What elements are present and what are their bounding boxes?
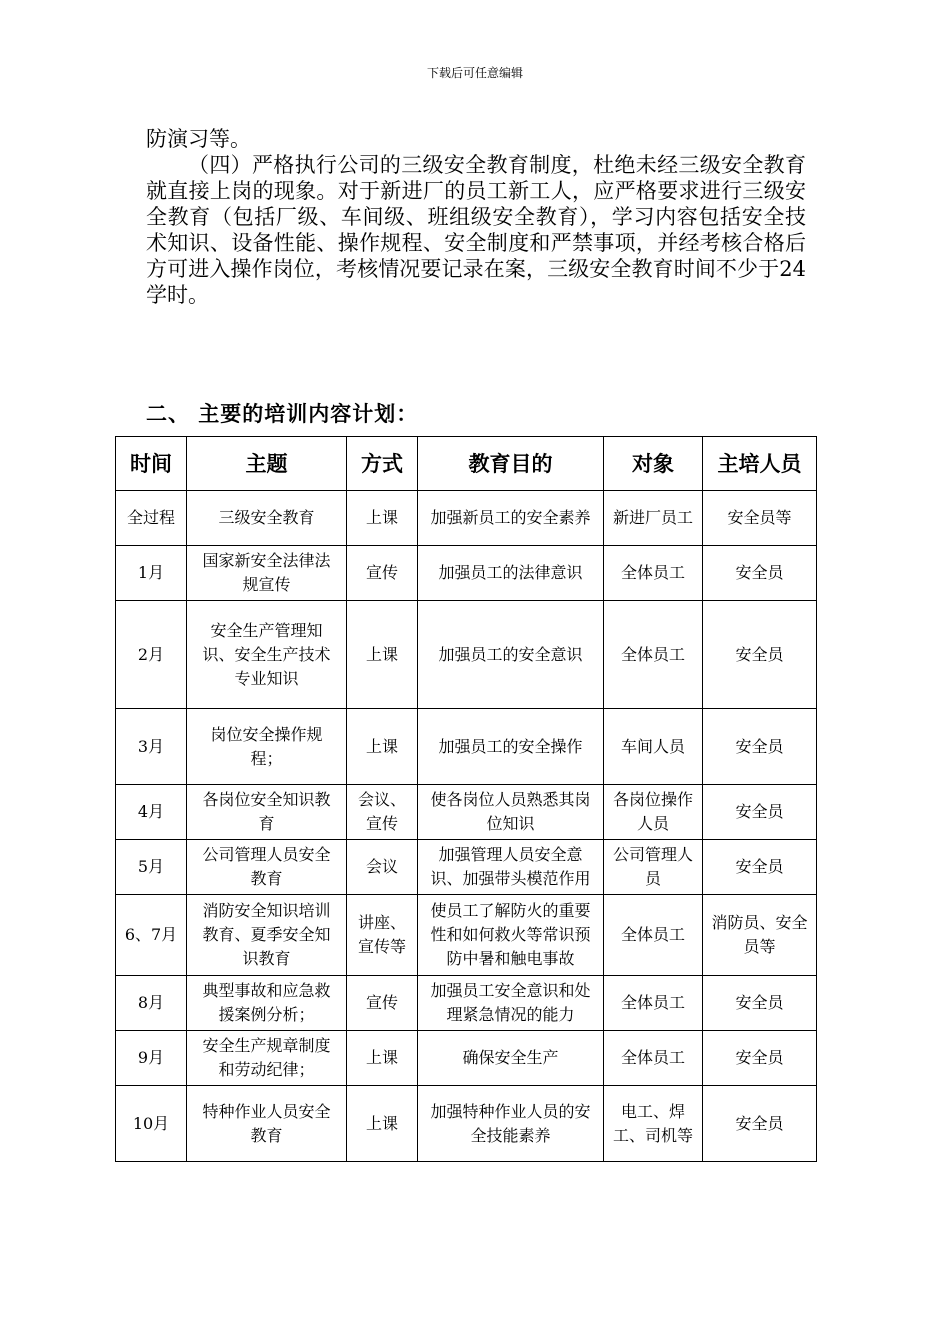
cell-purpose: 加强员工的安全意识: [418, 601, 604, 709]
cell-trainer: 安全员等: [703, 491, 817, 546]
paragraph-2: （四）严格执行公司的三级安全教育制度，杜绝未经三级安全教育就直接上岗的现象。对于新进厂的员工新工人，应严格要求进行三级安全教育（包括厂级、车间级、班组级安全教育），学习内容包括安全技术知识、设备性能、操作规程、安全制度和严禁事项，并经考核合格后方可进入操作岗位，考核情况要记录在案，三级安全教育时间不少于24学时。: [146, 153, 806, 307]
page-header-note: 下载后可任意编辑: [426, 66, 523, 80]
cell-trainer: 安全员: [703, 785, 817, 840]
cell-time: 8月: [116, 976, 187, 1031]
table-row: [116, 1086, 817, 1162]
training-plan-table: [115, 436, 817, 1162]
cell-topic: 岗位安全操作规程；: [187, 709, 347, 785]
cell-topic: 三级安全教育: [187, 491, 347, 546]
cell-target: 新进厂员工: [604, 491, 703, 546]
cell-method: 上课: [347, 491, 418, 546]
cell-time: 6、7月: [116, 895, 187, 976]
cell-method: 上课: [347, 1086, 418, 1162]
cell-trainer: 消防员、安全员等: [703, 895, 817, 976]
cell-topic: 国家新安全法律法规宣传: [187, 546, 347, 601]
cell-method: 会议、宣传: [347, 785, 418, 840]
table-row: [116, 840, 817, 895]
header-target: 对象: [604, 437, 703, 491]
table-header-row: [116, 437, 817, 491]
cell-time: 1月: [116, 546, 187, 601]
cell-method: 上课: [347, 1031, 418, 1086]
cell-topic: 特种作业人员安全教育: [187, 1086, 347, 1162]
cell-purpose: 加强管理人员安全意识、加强带头模范作用: [418, 840, 604, 895]
cell-time: 4月: [116, 785, 187, 840]
cell-topic: 各岗位安全知识教育: [187, 785, 347, 840]
cell-purpose: 确保安全生产: [418, 1031, 604, 1086]
cell-target: 车间人员: [604, 709, 703, 785]
header-purpose: 教育目的: [418, 437, 604, 491]
table-row: [116, 785, 817, 840]
cell-target: 公司管理人员: [604, 840, 703, 895]
cell-trainer: 安全员: [703, 840, 817, 895]
cell-time: 3月: [116, 709, 187, 785]
cell-target: 全体员工: [604, 601, 703, 709]
cell-target: 全体员工: [604, 895, 703, 976]
table-row: [116, 895, 817, 976]
cell-method: 宣传: [347, 976, 418, 1031]
cell-time: 2月: [116, 601, 187, 709]
table-row: [116, 976, 817, 1031]
cell-trainer: 安全员: [703, 1086, 817, 1162]
cell-time: 10月: [116, 1086, 187, 1162]
cell-method: 宣传: [347, 546, 418, 601]
header-time: 时间: [116, 437, 187, 491]
cell-method: 上课: [347, 709, 418, 785]
cell-target: 全体员工: [604, 1031, 703, 1086]
table-row: [116, 546, 817, 601]
cell-purpose: 加强特种作业人员的安全技能素养: [418, 1086, 604, 1162]
cell-time: 5月: [116, 840, 187, 895]
table-row: [116, 1031, 817, 1086]
table-row: [116, 709, 817, 785]
cell-purpose: 加强员工的法律意识: [418, 546, 604, 601]
cell-topic: 典型事故和应急救援案例分析；: [187, 976, 347, 1031]
cell-purpose: 使员工了解防火的重要性和如何救火等常识预防中暑和触电事故: [418, 895, 604, 976]
section-title: 二、 主要的培训内容计划：: [146, 401, 419, 426]
header-topic: 主题: [187, 437, 347, 491]
cell-purpose: 加强员工安全意识和处理紧急情况的能力: [418, 976, 604, 1031]
cell-target: 全体员工: [604, 546, 703, 601]
cell-trainer: 安全员: [703, 976, 817, 1031]
cell-trainer: 安全员: [703, 1031, 817, 1086]
cell-topic: 消防安全知识培训教育、夏季安全知识教育: [187, 895, 347, 976]
table-row: [116, 601, 817, 709]
cell-target: 电工、焊工、司机等: [604, 1086, 703, 1162]
cell-topic: 公司管理人员安全教育: [187, 840, 347, 895]
cell-time: 全过程: [116, 491, 187, 546]
header-method: 方式: [347, 437, 418, 491]
cell-purpose: 使各岗位人员熟悉其岗位知识: [418, 785, 604, 840]
cell-method: 讲座、宣传等: [347, 895, 418, 976]
cell-purpose: 加强员工的安全操作: [418, 709, 604, 785]
cell-target: 全体员工: [604, 976, 703, 1031]
cell-purpose: 加强新员工的安全素养: [418, 491, 604, 546]
paragraph-1: 防演习等。: [146, 127, 251, 151]
table-row: [116, 491, 817, 546]
cell-trainer: 安全员: [703, 546, 817, 601]
header-trainer: 主培人员: [703, 437, 817, 491]
cell-method: 上课: [347, 601, 418, 709]
cell-method: 会议: [347, 840, 418, 895]
cell-topic: 安全生产规章制度和劳动纪律；: [187, 1031, 347, 1086]
cell-trainer: 安全员: [703, 601, 817, 709]
cell-trainer: 安全员: [703, 709, 817, 785]
cell-time: 9月: [116, 1031, 187, 1086]
cell-topic: 安全生产管理知识、安全生产技术专业知识: [187, 601, 347, 709]
cell-target: 各岗位操作人员: [604, 785, 703, 840]
